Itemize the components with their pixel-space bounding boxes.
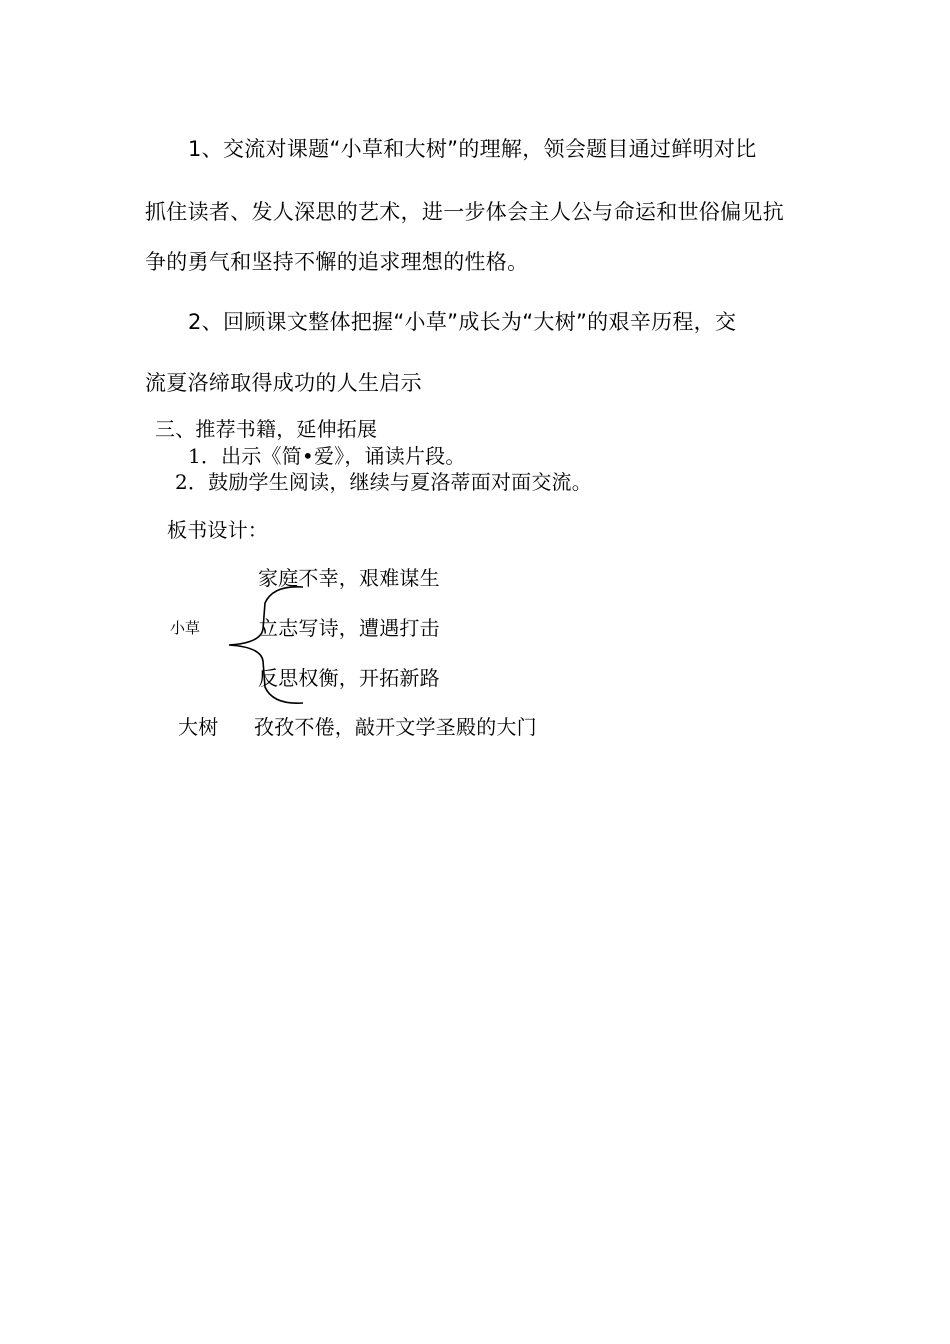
section-3-item-1: 1．出示《简•爱》，诵读片段。 (188, 444, 466, 468)
board-bottom-label: 大树 (178, 715, 219, 739)
point-1-line-3: 争的勇气和坚持不懈的追求理想的性格。 (145, 250, 529, 274)
board-design-title: 板书设计： (167, 518, 268, 542)
section-3-heading: 三、推荐书籍，延伸拓展 (155, 417, 378, 441)
board-branch-1: 家庭不幸，艰难谋生 (258, 566, 440, 590)
board-left-label: 小草 (170, 619, 201, 637)
point-1-line-1: 1、交流对课题“小草和大树”的理解，领会题目通过鲜明对比 (188, 137, 757, 161)
board-bottom-text: 孜孜不倦，敲开文学圣殿的大门 (254, 715, 537, 739)
point-1-line-2: 抓住读者、发人深思的艺术，进一步体会主人公与命运和世俗偏见抗 (145, 200, 784, 224)
section-3-item-2: 2．鼓励学生阅读，继续与夏洛蒂面对面交流。 (175, 470, 592, 494)
board-branch-3: 反思权衡，开拓新路 (258, 666, 440, 690)
point-2-line-2: 流夏洛缔取得成功的人生启示 (145, 371, 422, 395)
board-branch-2: 立志写诗，遭遇打击 (258, 616, 440, 640)
point-2-line-1: 2、回顾课文整体把握“小草”成长为“大树”的艰辛历程，交 (188, 310, 737, 334)
